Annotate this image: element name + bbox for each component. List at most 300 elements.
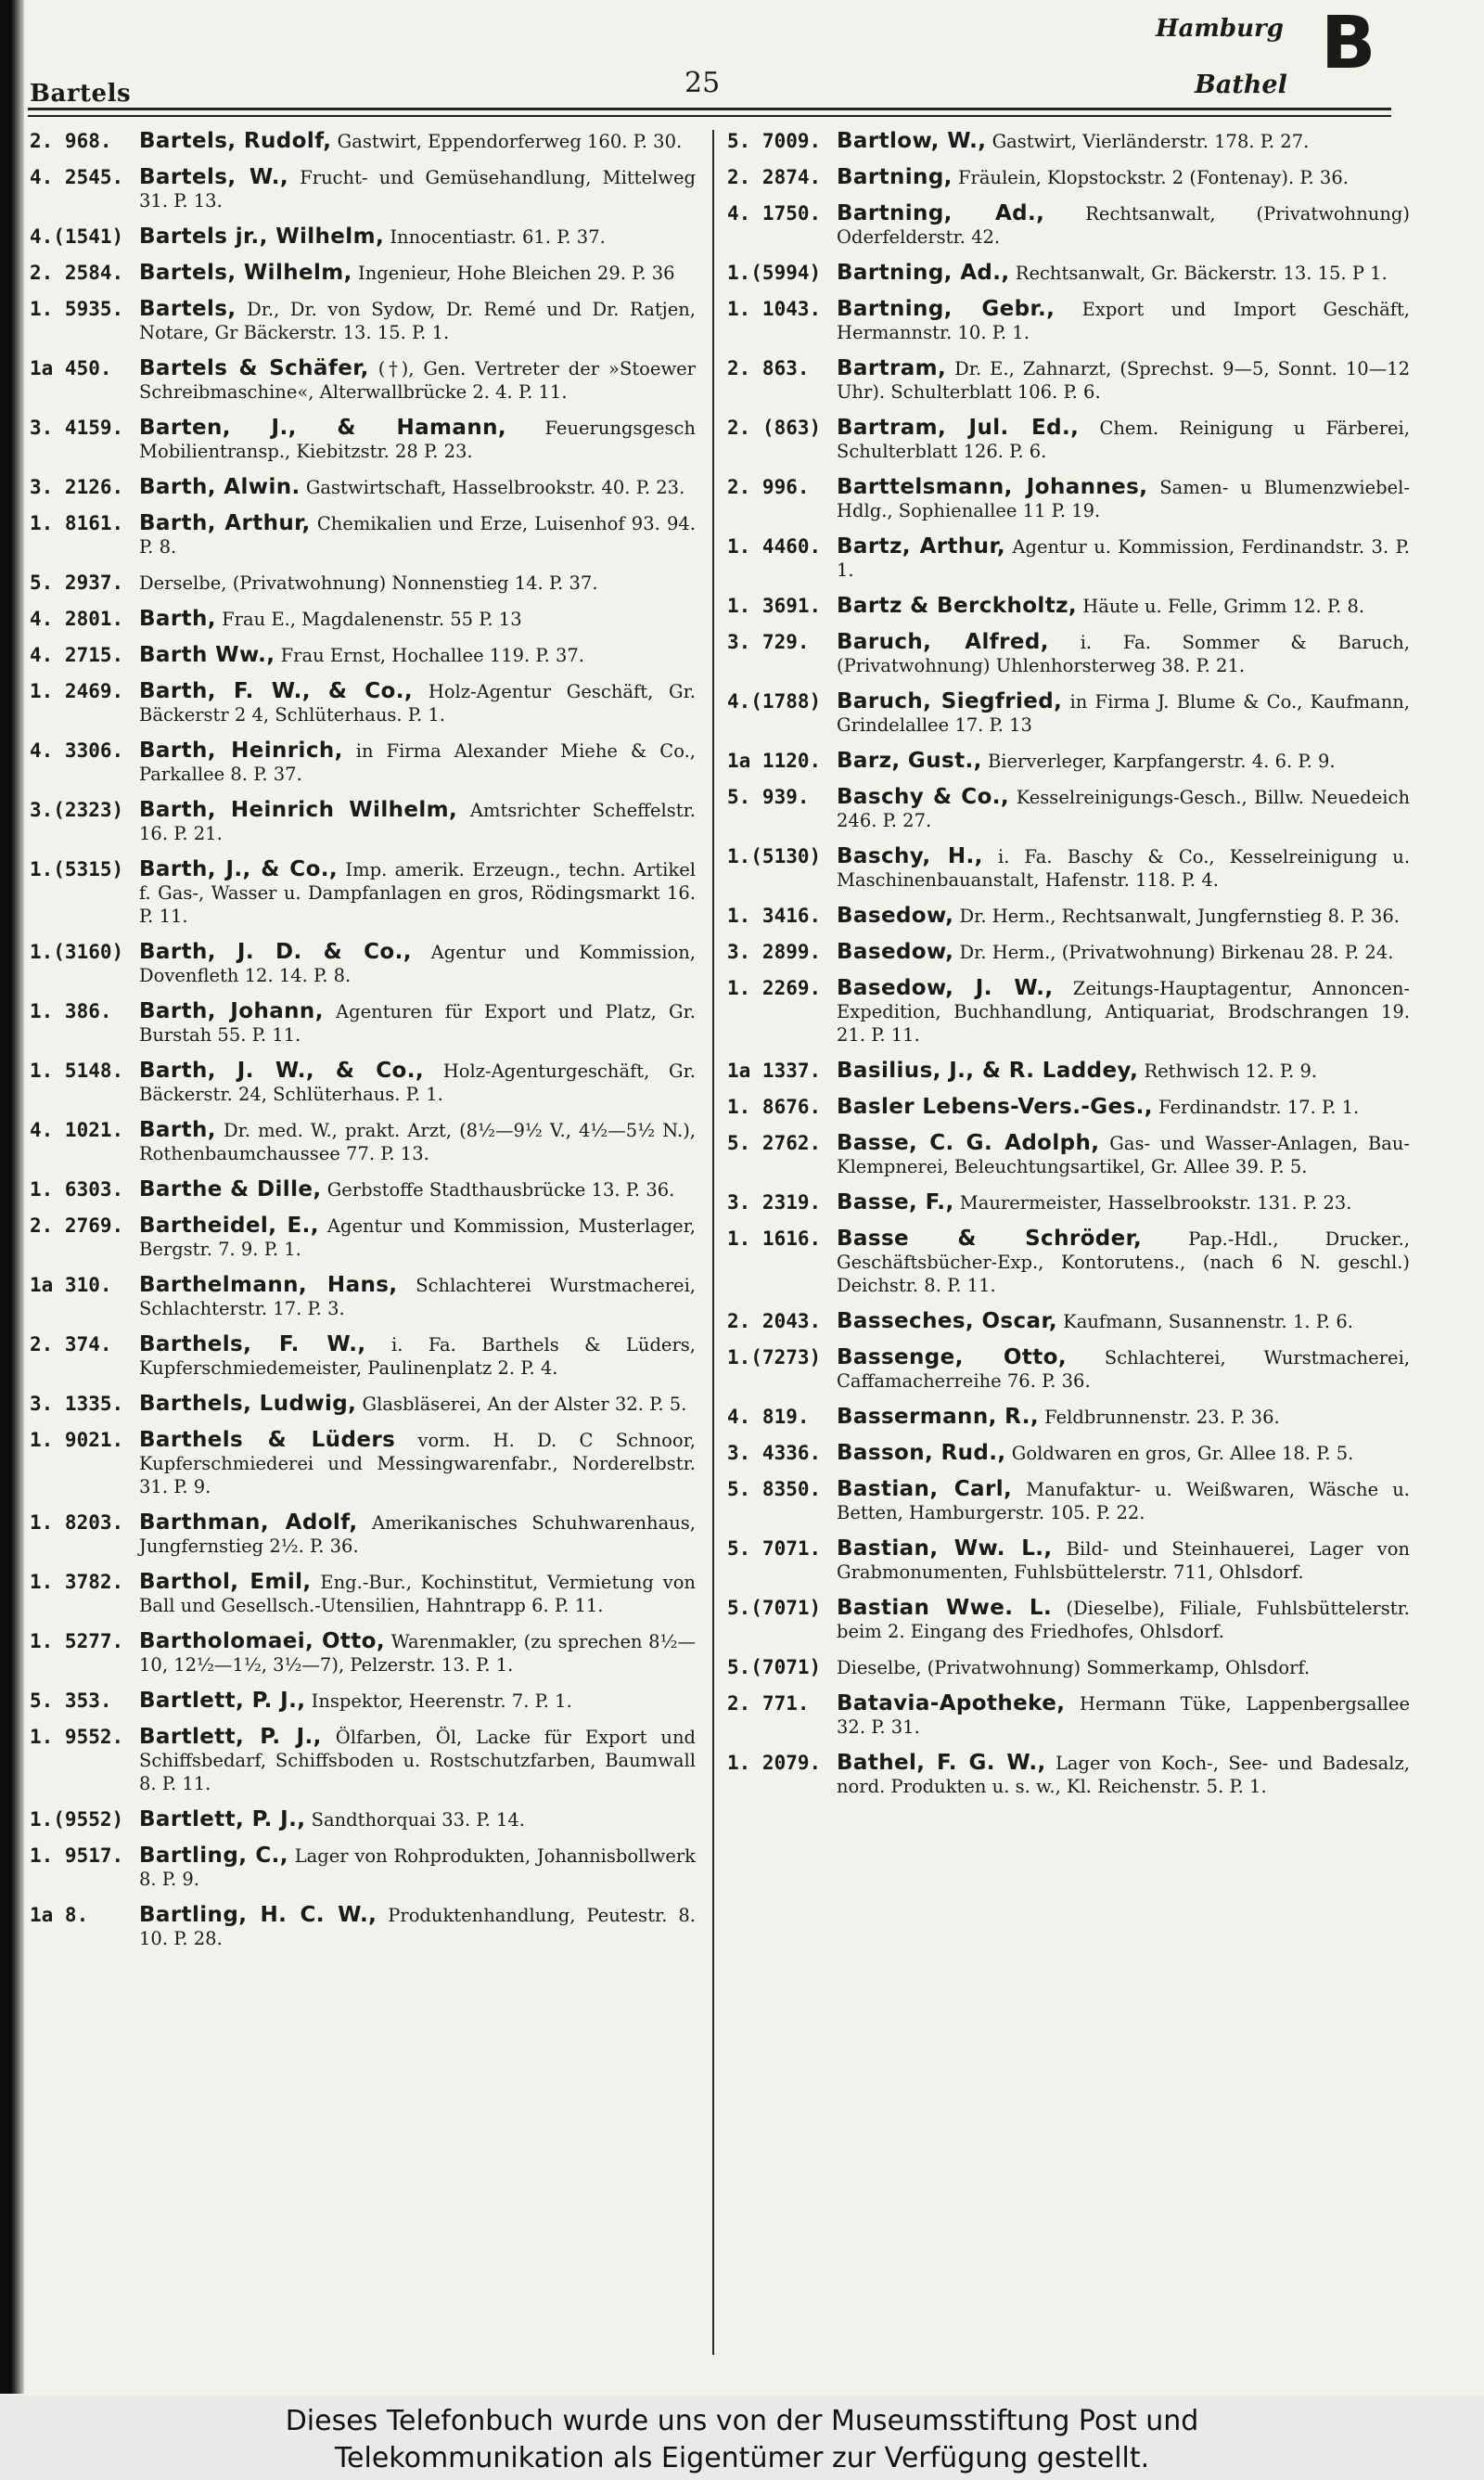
entry-details: Warenmakler, (zu sprechen 8½—10, 12½—1½, 3½—7), Pelzerstr. 13. P. 1. <box>139 1631 696 1676</box>
phone-number: 1.(5994) <box>727 262 822 284</box>
subscriber-name: Barthels, Ludwig, <box>139 1392 357 1416</box>
phone-number: 5.(7071) <box>727 1597 822 1619</box>
entry-details: Gastwirtschaft, Hasselbrookstr. 40. P. 23. <box>305 477 685 498</box>
entry-details: Imp. amerik. Erzeugn., techn. Artikel f. Gas-, Wasser u. Dampfanlagen en gros, Rödingsmarkt 16. P. 11. <box>139 859 696 927</box>
entry-details: Kaufmann, Susannenstr. 1. P. 6. <box>1063 1311 1353 1332</box>
phone-number: 5. 2937. <box>30 572 124 594</box>
entry-details: Inspektor, Heerenstr. 7. P. 1. <box>311 1690 572 1712</box>
directory-entry <box>30 941 696 987</box>
subscriber-name: Bassermann, R., <box>837 1405 1039 1429</box>
directory-entry <box>30 166 696 212</box>
entry-details: Chem. Reinigung u Färberei, Schulterblatt 126. P. 6. <box>837 418 1410 462</box>
directory-entry <box>30 1808 696 1831</box>
entry-details: i. Fa. Barthels & Lüders, Kupferschmiedemeister, Paulinenplatz 2. P. 4. <box>139 1334 696 1379</box>
city-heading: Hamburg <box>1156 15 1284 43</box>
entry-body <box>837 1692 1410 1739</box>
entry-details: Rethwisch 12. P. 9. <box>1144 1060 1318 1082</box>
phone-number: 2. 2584. <box>30 262 124 284</box>
phone-number: 1. 2079. <box>727 1752 822 1774</box>
entry-body <box>837 750 1410 773</box>
phone-number: 1.(5315) <box>30 858 124 880</box>
phone-number: 2. 2043. <box>727 1310 822 1332</box>
entry-body <box>139 572 696 595</box>
entry-body <box>139 1333 696 1380</box>
entry-details: Lager von Koch-, See- und Badesalz, nord. Produkten u. s. w., Kl. Reichenstr. 5. P. 1. <box>837 1753 1410 1797</box>
entry-details: Ölfarben, Öl, Lacke für Export und Schiffsbedarf, Schiffsboden u. Rostschutzfarben, Baumwall 8. P. 11. <box>139 1727 696 1794</box>
subscriber-name: Baruch, Alfred, <box>837 630 1049 654</box>
directory-entry <box>727 941 1410 964</box>
phone-number: 1. 8203. <box>30 1511 124 1534</box>
subscriber-name: Bathel, F. G. W., <box>837 1751 1046 1775</box>
directory-entry <box>727 1227 1410 1297</box>
phone-number: 1. 386. <box>30 1000 112 1022</box>
directory-entry <box>727 357 1410 404</box>
entry-body <box>837 130 1410 153</box>
entry-body <box>837 1310 1410 1333</box>
subscriber-name: Barth, J. D. & Co., <box>139 940 412 964</box>
subscriber-name: Bartels & Schäfer, <box>139 356 369 380</box>
entry-details: in Firma J. Blume & Co., Kaufmann, Grindelallee 17. P. 13 <box>837 691 1411 736</box>
directory-entry <box>30 1119 696 1165</box>
entry-details: Amtsrichter Scheffelstr. 16. P. 21. <box>139 800 696 844</box>
phone-number: 1. 5277. <box>30 1630 124 1652</box>
phone-number: 1. 3782. <box>30 1571 124 1593</box>
phone-number: 4. 1021. <box>30 1119 124 1141</box>
phone-number: 1. 3416. <box>727 905 822 927</box>
entry-details: Feuerungsgesch Mobilientransp., Kiebitzstr. 28 P. 23. <box>139 418 696 462</box>
entry-details: Schlachterei Wurstmacherei, Schlachterstr. 17. P. 3. <box>139 1275 697 1319</box>
running-head-left: Bartels <box>30 80 132 108</box>
phone-number: 4. 2801. <box>30 608 124 630</box>
entry-details: Gastwirt, Eppendorferweg 160. P. 30. <box>337 131 683 152</box>
directory-entry <box>727 130 1410 153</box>
directory-entry <box>30 1393 696 1416</box>
phone-number: 4. 2715. <box>30 644 124 666</box>
directory-entry <box>727 1656 1410 1679</box>
entry-details: Frucht- und Gemüsehandlung, Mittelweg 31. P. 13. <box>139 167 696 212</box>
subscriber-name: Basedow, J. W., <box>837 976 1054 1000</box>
phone-number: 1. 1616. <box>727 1227 822 1250</box>
phone-number: 3. 2319. <box>727 1191 822 1214</box>
directory-entry <box>727 1310 1410 1333</box>
phone-number: 1. 9021. <box>30 1429 124 1451</box>
phone-number: 3. 4336. <box>727 1442 822 1464</box>
subscriber-name: Barten, J., & Hamann, <box>139 416 507 440</box>
entry-body <box>139 1844 696 1891</box>
directory-entry <box>30 1178 696 1201</box>
phone-number: 2. 2769. <box>30 1214 124 1237</box>
subscriber-name: Barth, J., & Co., <box>139 857 339 881</box>
subscriber-name: Baschy, H., <box>837 844 983 868</box>
entry-body <box>139 130 696 153</box>
entry-details: Chemikalien und Erze, Luisenhof 93. 94. P. 8. <box>139 513 696 558</box>
directory-entry <box>30 799 696 845</box>
subscriber-name: Barth, <box>139 607 216 631</box>
entry-details: Rechtsanwalt, (Privatwohnung) Oderfelderstr. 42. <box>837 203 1410 248</box>
entry-body <box>837 1478 1410 1524</box>
subscriber-name: Barthe & Dille, <box>139 1177 322 1201</box>
subscriber-name: Barz, Gust., <box>837 749 982 773</box>
subscriber-name: Bartning, Ad., <box>837 261 1010 285</box>
subscriber-name: Bartlett, P. J., <box>139 1689 306 1713</box>
subscriber-name: Baschy & Co., <box>837 785 1010 809</box>
entry-details: Samen- u Blumenzwiebel-Hdlg., Sophienallee 11 P. 19. <box>837 477 1411 521</box>
entry-body <box>837 1442 1410 1465</box>
phone-number: 1. 2269. <box>727 977 822 999</box>
footer-line-2: Telekommunikation als Eigentümer zur Verfügung gestellt. <box>334 2442 1150 2474</box>
entry-body <box>139 680 696 726</box>
entry-details: Pap.-Hdl., Drucker., Geschäftsbücher-Exp., Kontorutens., (nach 6 N. geschl.) Deichstr. 8. P. 11. <box>837 1228 1410 1296</box>
directory-entry <box>30 1844 696 1891</box>
phone-number: 3. 1335. <box>30 1393 124 1415</box>
subscriber-name: Bastian Wwe. L. <box>837 1596 1053 1620</box>
entry-details: Schlachterei, Wurstmacherei, Caffamacherreihe 76. P. 36. <box>837 1347 1411 1392</box>
entry-details: (†), Gen. Vertreter der »Stoewer Schreibmaschine«, Alterwallbrücke 2. 4. P. 11. <box>139 358 697 403</box>
subscriber-name: Barth, J. W., & Co., <box>139 1059 425 1083</box>
entry-details: Gerbstoffe Stadthausbrücke 13. P. 36. <box>326 1179 675 1201</box>
entry-body <box>837 786 1410 832</box>
subscriber-name: Barthels & Lüders <box>139 1428 396 1452</box>
entry-body <box>837 476 1410 522</box>
directory-entry <box>30 572 696 595</box>
phone-number: 1a 450. <box>30 357 112 379</box>
directory-entry <box>30 357 696 404</box>
directory-entry <box>30 512 696 559</box>
directory-entry <box>30 1904 696 1950</box>
directory-entry <box>30 298 696 344</box>
entry-body <box>139 512 696 559</box>
phone-number: 1. 6303. <box>30 1178 124 1201</box>
subscriber-name: Barth, Johann, <box>139 999 324 1023</box>
directory-entry <box>727 166 1410 189</box>
phone-number: 1. 3691. <box>727 595 822 617</box>
subscriber-name: Bartlow, W., <box>837 129 987 153</box>
entry-body <box>837 1752 1410 1798</box>
directory-entry <box>727 786 1410 832</box>
directory-entry <box>30 1214 696 1261</box>
entry-body <box>837 595 1410 618</box>
entry-body <box>837 535 1410 582</box>
directory-entry <box>30 1511 696 1558</box>
subscriber-name: Barth, Heinrich Wilhelm, <box>139 798 458 822</box>
subscriber-name: Bartels, Wilhelm, <box>139 261 352 285</box>
subscriber-name: Barth Ww., <box>139 643 275 667</box>
subscriber-name: Bastian, Carl, <box>837 1477 1013 1501</box>
entry-details: Holz-Agenturgeschäft, Gr. Bäckerstr. 24, Schlüterhaus. P. 1. <box>139 1060 697 1105</box>
directory-entry <box>30 1000 696 1047</box>
phone-number: 1.(5130) <box>727 845 822 867</box>
directory-entry <box>727 262 1410 285</box>
directory-entry <box>727 535 1410 582</box>
phone-number: 4.(1541) <box>30 225 124 248</box>
directory-entry <box>30 476 696 499</box>
entry-body <box>139 1214 696 1261</box>
phone-number: 1.(7273) <box>727 1346 822 1368</box>
phone-number: 1. 2469. <box>30 680 124 702</box>
entry-body <box>837 1597 1410 1643</box>
directory-entry <box>30 1333 696 1380</box>
entry-details: Fräulein, Klopstockstr. 2 (Fontenay). P. 36. <box>958 167 1349 188</box>
phone-number: 1a 310. <box>30 1274 112 1296</box>
subscriber-name: Bassenge, Otto, <box>837 1345 1067 1369</box>
directory-entry <box>727 1406 1410 1429</box>
entry-details: Innocentiastr. 61. P. 37. <box>390 226 606 248</box>
entry-details: Manufaktur- u. Weißwaren, Wäsche u. Betten, Hamburgerstr. 105. P. 22. <box>837 1479 1410 1523</box>
entry-body <box>139 941 696 987</box>
entry-details: Hermann Tüke, Lappenbergsallee 32. P. 31. <box>837 1693 1410 1738</box>
subscriber-name: Basseches, Oscar, <box>837 1309 1057 1333</box>
entry-details: Gastwirt, Vierländerstr. 178. P. 27. <box>991 131 1310 152</box>
subscriber-name: Bartling, H. C. W., <box>139 1903 377 1927</box>
entry-body <box>139 1178 696 1201</box>
left-column <box>30 130 696 1963</box>
entry-details: i. Fa. Sommer & Baruch, (Privatwohnung) Uhlenhorsterweg 38. P. 21. <box>837 632 1411 676</box>
entry-details: Dr. med. W., prakt. Arzt, (8½—9½ V., 4½—5½ N.), Rothenbaumchaussee 77. P. 13. <box>139 1120 697 1164</box>
directory-entry <box>727 1191 1410 1214</box>
entry-details: Sandthorquai 33. P. 14. <box>311 1809 525 1831</box>
phone-number: 3.(2323) <box>30 799 124 821</box>
phone-number: 5.(7071) <box>727 1656 822 1678</box>
running-head-right: Bathel <box>1195 71 1287 99</box>
directory-entry <box>727 476 1410 522</box>
entry-body <box>837 298 1410 344</box>
entry-body <box>837 202 1410 249</box>
directory-entry <box>727 1132 1410 1178</box>
footer-notice <box>0 2396 1484 2480</box>
phone-number: 2. 771. <box>727 1692 810 1715</box>
entry-body <box>837 417 1410 463</box>
subscriber-name: Bartlett, P. J., <box>139 1725 322 1749</box>
directory-entry <box>727 298 1410 344</box>
phone-number: 3. 2899. <box>727 941 822 963</box>
phone-number: 1. 8161. <box>30 512 124 534</box>
phone-number: 3. 2126. <box>30 476 124 498</box>
entry-details: Kesselreinigungs-Gesch., Billw. Neuedeich 246. P. 27. <box>837 787 1411 831</box>
phone-number: 3. 729. <box>727 631 810 653</box>
phone-number: 2. 863. <box>727 357 810 379</box>
entry-details: Frau E., Magdalenenstr. 55 P. 13 <box>222 609 522 630</box>
entry-details: Bild- und Steinhauerei, Lager von Grabmonumenten, Fuhlsbüttelerstr. 711, Ohlsdorf. <box>837 1538 1410 1583</box>
entry-body <box>139 1119 696 1165</box>
phone-number: 2. (863) <box>727 417 822 439</box>
entry-details: Gas- und Wasser-Anlagen, Bau-Klempnerei, Beleuchtungsartikel, Gr. Allee 39. P. 5. <box>837 1133 1411 1177</box>
subscriber-name: Basse, C. G. Adolph, <box>837 1131 1100 1155</box>
page-binding-edge <box>0 0 24 2394</box>
phone-number: 4. 2545. <box>30 166 124 188</box>
subscriber-name: Bartels, <box>139 297 237 321</box>
entry-body <box>139 799 696 845</box>
directory-entry <box>30 1429 696 1498</box>
entry-details: Eng.-Bur., Kochinstitut, Vermietung von Ball und Gesellsch.-Utensilien, Hahntrapp 6. P. 11. <box>139 1572 696 1616</box>
directory-entry <box>30 1274 696 1320</box>
phone-number: 1. 1043. <box>727 298 822 320</box>
directory-entry <box>727 1537 1410 1584</box>
entry-body <box>139 1393 696 1416</box>
directory-entry <box>727 977 1410 1047</box>
phone-number: 5. 2762. <box>727 1132 822 1154</box>
entry-body <box>837 1191 1410 1214</box>
entry-details: i. Fa. Baschy & Co., Kesselreinigung u. Maschinenbauanstalt, Hafenstr. 118. P. 4. <box>837 846 1411 891</box>
subscriber-name: Bartram, Jul. Ed., <box>837 416 1080 440</box>
subscriber-name: Bartling, C., <box>139 1844 288 1868</box>
directory-entry <box>727 1442 1410 1465</box>
page-header <box>24 0 1484 121</box>
subscriber-name: Basilius, J., & R. Laddey, <box>837 1059 1139 1083</box>
entry-body <box>139 739 696 786</box>
entry-body <box>139 1630 696 1677</box>
phone-number: 5. 8350. <box>727 1478 822 1500</box>
subscriber-name: Bartels jr., Wilhelm, <box>139 225 385 249</box>
entry-details: Export und Import Geschäft, Hermannstr. 10. P. 1. <box>837 299 1411 343</box>
entry-body <box>139 644 696 667</box>
subscriber-name: Bartning, <box>837 165 953 189</box>
directory-entry <box>30 130 696 153</box>
entry-body <box>837 1537 1410 1584</box>
phone-number: 2. 968. <box>30 130 112 152</box>
entry-body <box>837 690 1410 737</box>
subscriber-name: Baruch, Siegfried, <box>837 689 1063 713</box>
entry-body <box>139 858 696 928</box>
subscriber-name: Basedow, <box>837 940 954 964</box>
entry-body <box>139 1808 696 1831</box>
entry-body <box>139 1690 696 1713</box>
entry-details: in Firma Alexander Miehe & Co., Parkallee 8. P. 37. <box>139 740 696 785</box>
entry-body <box>139 298 696 344</box>
entry-details: Zeitungs-Hauptagentur, Annoncen-Expedition, Buchhandlung, Antiquariat, Brodschrangen 19. 21. P. 11. <box>837 978 1410 1046</box>
entry-body <box>837 166 1410 189</box>
directory-entry <box>727 1597 1410 1643</box>
directory-entry <box>727 1478 1410 1524</box>
page-number: 25 <box>684 67 721 99</box>
subscriber-name: Barthol, Emil, <box>139 1570 312 1594</box>
directory-entry <box>30 225 696 249</box>
phone-number: 5. 7071. <box>727 1537 822 1560</box>
phone-number: 5. 353. <box>30 1690 112 1712</box>
directory-entry <box>30 1630 696 1677</box>
entry-details: Feldbrunnenstr. 23. P. 36. <box>1044 1407 1280 1428</box>
entry-body <box>837 845 1410 892</box>
phone-number: 4. 819. <box>727 1406 810 1428</box>
entry-body <box>139 166 696 212</box>
subscriber-name: Bartz & Berckholtz, <box>837 594 1078 618</box>
directory-entry <box>727 1096 1410 1119</box>
directory-entry <box>727 905 1410 928</box>
phone-number: 1a 8. <box>30 1904 89 1926</box>
subscriber-name: Barth, <box>139 1118 216 1142</box>
header-rule-thin <box>28 115 1391 117</box>
entry-body <box>139 417 696 463</box>
subscriber-name: Barth, Heinrich, <box>139 739 343 763</box>
directory-entry <box>727 845 1410 892</box>
directory-entry <box>30 1060 696 1106</box>
right-column <box>727 130 1410 1811</box>
entry-body <box>139 1571 696 1617</box>
entry-body <box>837 905 1410 928</box>
directory-entry <box>727 595 1410 618</box>
subscriber-name: Barth, Arthur, <box>139 511 311 535</box>
subscriber-name: Barthels, F. W., <box>139 1332 366 1356</box>
entry-body <box>139 1511 696 1558</box>
directory-entry <box>727 1752 1410 1798</box>
directory-entry <box>30 1690 696 1713</box>
subscriber-name: Bartlett, P. J., <box>139 1807 306 1831</box>
subscriber-name: Bartning, Ad., <box>837 201 1045 225</box>
entry-body <box>837 1132 1410 1178</box>
subscriber-name: Barth, Alwin. <box>139 475 301 499</box>
phone-number: 5. 939. <box>727 786 810 808</box>
footer-line-1: Dieses Telefonbuch wurde uns von der Museumsstiftung Post und <box>285 2405 1199 2437</box>
entry-details: Lager von Rohprodukten, Johannisbollwerk 8. P. 9. <box>139 1845 696 1890</box>
directory-entry <box>30 262 696 285</box>
header-rule <box>28 108 1391 110</box>
phone-number: 2. 2874. <box>727 166 822 188</box>
entry-body <box>139 1000 696 1047</box>
entry-body <box>139 1726 696 1795</box>
entry-details: Dr., Dr. von Sydow, Dr. Remé und Dr. Ratjen, Notare, Gr Bäckerstr. 13. 15. P. 1. <box>139 299 696 343</box>
directory-entry <box>30 858 696 928</box>
entry-details: Ingenieur, Hohe Bleichen 29. P. 36 <box>358 263 675 284</box>
subscriber-name: Bartning, Gebr., <box>837 297 1055 321</box>
subscriber-name: Bartholomaei, Otto, <box>139 1629 386 1653</box>
subscriber-name: Basson, Rud., <box>837 1441 1006 1465</box>
phone-number: 1. 9552. <box>30 1726 124 1748</box>
entry-details: Häute u. Felle, Grimm 12. P. 8. <box>1082 596 1365 617</box>
subscriber-name: Bartels, W., <box>139 165 289 189</box>
entry-body <box>837 357 1410 404</box>
entry-details: Dr. Herm., (Privatwohnung) Birkenau 28. P. 24. <box>959 942 1394 963</box>
directory-entry <box>30 680 696 726</box>
entry-details: Agentur und Kommission, Musterlager, Bergstr. 7. 9. P. 1. <box>139 1215 697 1260</box>
directory-entry <box>30 1571 696 1617</box>
entry-details: Goldwaren en gros, Gr. Allee 18. P. 5. <box>1011 1443 1354 1464</box>
entry-body <box>139 1060 696 1106</box>
entry-details: Dieselbe, (Privatwohnung) Sommerkamp, Ohlsdorf. <box>837 1657 1311 1678</box>
subscriber-name: Basse & Schröder, <box>837 1227 1143 1251</box>
entry-body <box>837 1227 1410 1297</box>
entry-body <box>139 225 696 249</box>
entry-details: Agentur u. Kommission, Ferdinandstr. 3. P. 1. <box>837 536 1410 581</box>
entry-body <box>139 1429 696 1498</box>
phone-number: 1. 5148. <box>30 1060 124 1082</box>
directory-entry <box>727 202 1410 249</box>
directory-entry <box>30 644 696 667</box>
directory-entry <box>727 1346 1410 1393</box>
directory-entry <box>727 1692 1410 1739</box>
directory-entry <box>727 1060 1410 1083</box>
subscriber-name: Bartels, Rudolf, <box>139 129 332 153</box>
directory-entry <box>30 739 696 786</box>
entry-body <box>837 631 1410 677</box>
entry-details: Ferdinandstr. 17. P. 1. <box>1158 1097 1360 1118</box>
subscriber-name: Barthelmann, Hans, <box>139 1273 398 1297</box>
entry-details: vorm. H. D. C Schnoor, Kupferschmiederei und Messingwarenfabr., Norderelbstr. 31. P. 9. <box>139 1430 697 1497</box>
phone-number: 1. 4460. <box>727 535 822 558</box>
subscriber-name: Barttelsmann, Johannes, <box>837 475 1148 499</box>
entry-body <box>837 1060 1410 1083</box>
phone-number: 1. 8676. <box>727 1096 822 1118</box>
entry-body <box>139 357 696 404</box>
phone-number: 3. 4159. <box>30 417 124 439</box>
entry-body <box>139 476 696 499</box>
column-divider <box>712 130 714 2355</box>
entry-details: (Dieselbe), Filiale, Fuhlsbüttelerstr. beim 2. Eingang des Friedhofes, Ohlsdorf. <box>837 1598 1410 1642</box>
phone-number: 4. 1750. <box>727 202 822 225</box>
index-letter: B <box>1321 2 1376 85</box>
directory-entry <box>727 631 1410 677</box>
entry-body <box>139 1274 696 1320</box>
entry-details: Produktenhandlung, Peutestr. 8. 10. P. 28. <box>139 1905 696 1949</box>
directory-entry <box>30 417 696 463</box>
